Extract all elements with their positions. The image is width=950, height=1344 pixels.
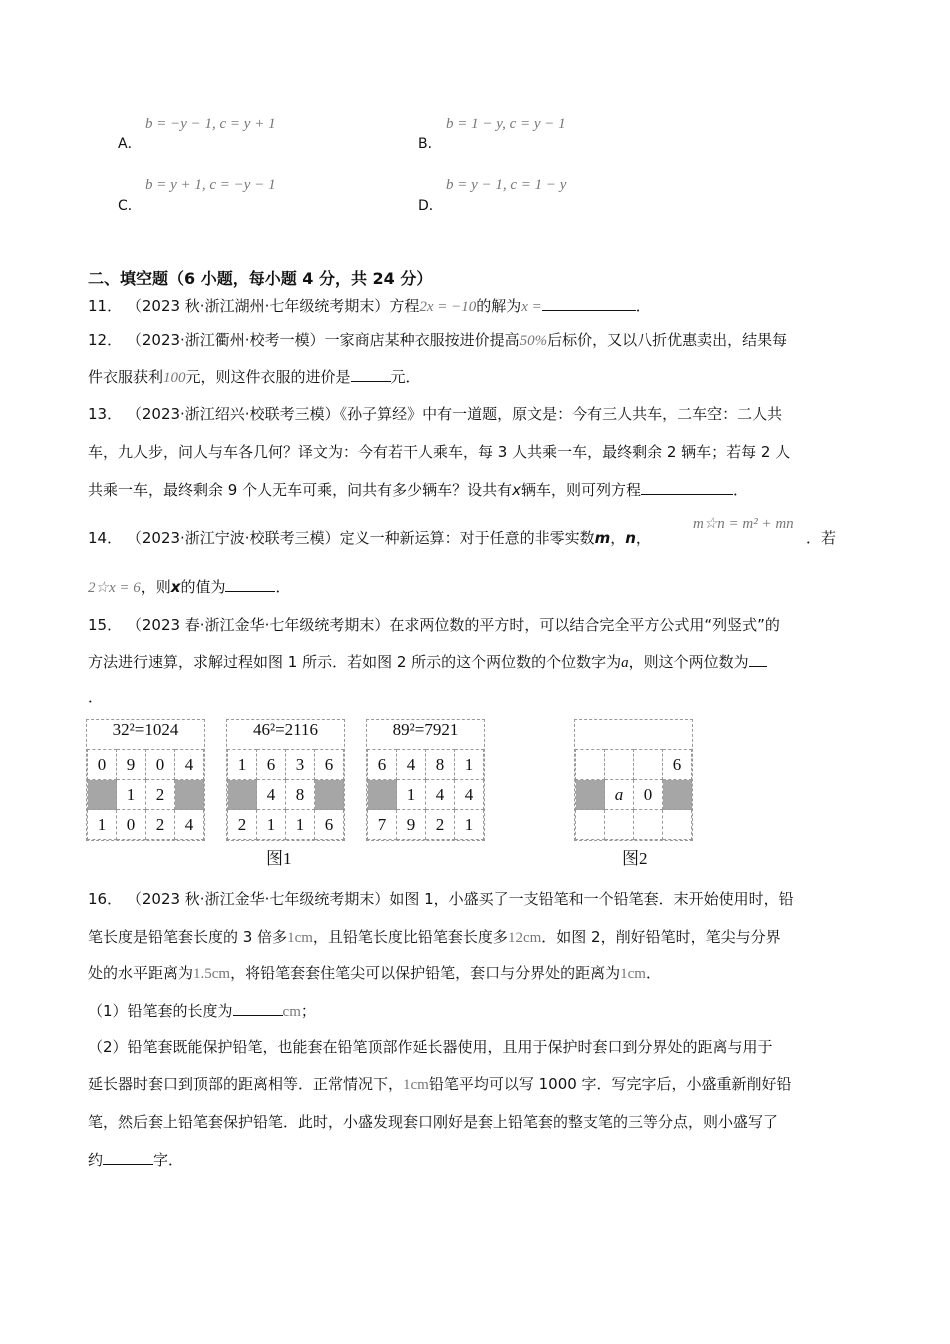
answer-blank[interactable] [641,480,733,495]
grid-table [87,749,204,840]
q12-text: 12． （2023·浙江衢州·校考一模）一家商店某种衣服按进价提高 [88,331,520,349]
answer-blank[interactable] [103,1150,153,1165]
question-14-line-1 [88,527,651,548]
grid-cell: 0 [88,750,117,780]
question-13-line-3 [88,479,748,500]
q14-var: x [170,578,181,596]
q16-unit-5: 1cm [403,1077,429,1093]
figure-2-caption: 图2 [622,849,648,868]
grid-title [575,720,692,749]
grid-cell: 9 [117,750,146,780]
q15-var: a [621,655,629,671]
grid-cell [576,810,605,840]
q12-percent: 50% [519,333,548,349]
q14-definition: m☆n = m² + mn [693,516,794,532]
grid-cell: 1 [397,780,426,810]
question-13-line-1: 13． （2023·浙江绍兴·校联考三模）《孙子算经》中有一道题，原文是：今有三人共车，二车空：二人共 [88,405,783,423]
q15-text: 方法进行速算，求解过程如图 1 所示．若如图 2 所示的这个两位数的个位数字为 [88,653,622,671]
grid-table [367,749,484,840]
grid-cell: 2 [146,780,175,810]
question-15-line-3: ． [88,688,104,706]
q14-text-2: ，则 [140,578,171,596]
grid-cell: 8 [286,780,315,810]
grid-title: 89²=7921 [392,720,459,739]
q14-comma-2: ， [635,529,651,547]
q16-p1-end: ； [300,1002,316,1020]
q16-unit-4: 1cm [620,966,646,982]
question-16-line-2 [88,926,781,947]
grid-cell: 4 [175,750,204,780]
q14-end-2: ． [275,578,291,596]
q15-text-2: ，则这个两位数为 [628,653,749,671]
q12-end: 元． [390,368,421,386]
figure-1-grid-b [226,719,345,841]
q12-text-3: 件衣服获利 [88,368,164,386]
q14-n: n [625,529,636,547]
grid-cell: 0 [146,750,175,780]
grid-cell: 0 [634,780,663,810]
q16-p2-end: 字． [153,1151,184,1169]
q13-end: ． [733,481,749,499]
q11-var: x = [521,299,542,315]
q12-text-2: 后标价，又以八折优惠卖出，结果每 [547,331,788,349]
q14-equation: 2☆x = 6 [88,580,141,596]
answer-blank[interactable] [542,296,636,311]
grid-cell [605,810,634,840]
grid-table [575,749,692,840]
q11-mid: 的解为 [476,297,522,315]
option-a-label: A． [118,136,142,152]
grid-cell: 6 [315,810,344,840]
q14-comma: ， [610,529,626,547]
grid-title: 46²=2116 [252,720,319,739]
answer-blank[interactable] [233,1001,283,1016]
question-13-line-2: 车，九人步，问人与车各几何？译文为：今有若干人乘车，每 3 人共乘一车，最终剩余 2 辆车；若每 2 人 [88,443,791,461]
q16-text-4: 处的水平距离为 [88,964,194,982]
grid-cell: 8 [426,750,455,780]
q12-amount: 100 [163,370,186,386]
figure-1-caption: 图1 [266,849,292,868]
q13-var: x [512,481,521,499]
q16-unit-3: 1.5cm [193,966,231,982]
option-b-math: b = 1 − y, c = y − 1 [446,116,566,132]
q11-end: ． [635,297,651,315]
option-b-label: B． [418,136,442,152]
q16-p2-text: 延长器时套口到顶部的距离相等．正常情况下， [88,1075,404,1093]
question-16-part-2-line-1: （2）铅笔套既能保护铅笔，也能套在铅笔顶部作延长器使用，且用于保护时套口到分界处的距离与用于 [88,1038,773,1056]
grid-cell [634,750,663,780]
q11-text: 11． （2023 秋·浙江湖州·七年级统考期末）方程 [88,297,420,315]
q16-text-3: ．如图 2，削好铅笔时，笔尖与分界 [541,928,781,946]
answer-blank[interactable] [749,652,767,667]
q16-text-2: ，且铅笔长度比铅笔套长度多 [312,928,508,946]
grid-cell: 1 [455,750,484,780]
grid-cell [576,750,605,780]
grid-cell: 1 [228,750,257,780]
grid-cell: 1 [117,780,146,810]
option-c-math: b = y + 1, c = −y − 1 [145,177,276,193]
question-12-line-2 [88,366,421,387]
question-15-line-2 [88,651,767,672]
q16-end: ． [645,964,661,982]
grid-cell: 2 [146,810,175,840]
question-16-line-1: 16． （2023 秋·浙江金华·七年级统考期末）如图 1，小盛买了一支铅笔和一个铅笔套．末开始使用时，铅 [88,890,794,908]
grid-title: 32²=1024 [112,720,179,739]
grid-cell: 1 [257,810,286,840]
grid-cell-shaded [315,780,344,810]
question-15-line-1: 15． （2023 春·浙江金华·七年级统考期末）在求两位数的平方时，可以结合完全平方公式用“列竖式”的 [88,616,780,634]
grid-table [227,749,344,840]
q14-end: ．若 [806,529,837,547]
q12-text-4: 元，则这件衣服的进价是 [185,368,351,386]
grid-cell-shaded [228,780,257,810]
question-16-part-2-line-4 [88,1149,183,1170]
grid-cell: 2 [426,810,455,840]
q16-unit-2: 12cm [507,930,542,946]
grid-cell: 0 [117,810,146,840]
grid-cell [634,810,663,840]
grid-cell: 6 [368,750,397,780]
grid-cell: 6 [315,750,344,780]
question-11 [88,295,651,316]
q14-m: m [594,529,611,547]
question-16-part-2-line-3: 笔，然后套上铅笔套保护铅笔．此时，小盛发现套口刚好是套上铅笔套的整支笔的三等分点，则小盛写了 [88,1113,779,1131]
grid-cell: 4 [397,750,426,780]
q14-text-3: 的值为 [180,578,226,596]
question-14-line-2 [88,576,290,597]
grid-cell-shaded [175,780,204,810]
grid-cell-shaded [368,780,397,810]
grid-cell: 4 [175,810,204,840]
question-16-line-3 [88,962,661,983]
grid-cell-shaded [576,780,605,810]
section-title: 二、填空题（6 小题，每小题 4 分，共 24 分） [88,269,433,288]
grid-cell [663,810,692,840]
grid-cell: 4 [455,780,484,810]
grid-cell: 3 [286,750,315,780]
grid-cell [605,750,634,780]
q16-p2-text-3: 约 [88,1151,104,1169]
grid-cell: 2 [228,810,257,840]
grid-cell: 6 [257,750,286,780]
option-a-math: b = −y − 1, c = y + 1 [145,116,276,132]
grid-cell: 6 [663,750,692,780]
grid-cell: 7 [368,810,397,840]
q13-text: 共乘一车，最终剩余 9 个人无车可乘，问共有多少辆车？设共有 [88,481,513,499]
option-d-math: b = y − 1, c = 1 − y [446,177,567,193]
q14-text: 14． （2023·浙江宁波·校联考三模）定义一种新运算：对于任意的非零实数 [88,529,595,547]
question-16-part-1 [88,1000,316,1021]
grid-cell: 4 [257,780,286,810]
answer-blank[interactable] [225,577,275,592]
grid-cell: 9 [397,810,426,840]
question-12-line-1 [88,329,787,350]
question-16-part-2-line-2 [88,1073,792,1094]
grid-cell: 1 [286,810,315,840]
option-c-label: C． [118,198,142,214]
grid-cell-shaded [88,780,117,810]
q16-p1-unit: cm [282,1004,301,1020]
grid-cell-shaded [663,780,692,810]
answer-blank[interactable] [351,367,391,382]
q16-p2-text-2: 铅笔平均可以写 1000 字．写完字后，小盛重新削好铅 [428,1075,792,1093]
figure-1-grid-a [86,719,205,841]
figure-1-grid-c [366,719,485,841]
q16-unit-1: 1cm [287,930,313,946]
q13-text-2: 辆车，则可列方程 [520,481,641,499]
q11-equation: 2x = −10 [419,299,477,315]
figure-2-grid [574,719,693,841]
grid-cell: 1 [455,810,484,840]
q16-p1-text: （1）铅笔套的长度为 [88,1002,233,1020]
option-d-label: D． [418,198,443,214]
grid-cell: 1 [88,810,117,840]
q16-text-5: ，将铅笔套套住笔尖可以保护铅笔，套口与分界处的距离为 [230,964,621,982]
q16-text: 笔长度是铅笔套长度的 3 倍多 [88,928,288,946]
grid-cell: 4 [426,780,455,810]
grid-cell: a [605,780,634,810]
